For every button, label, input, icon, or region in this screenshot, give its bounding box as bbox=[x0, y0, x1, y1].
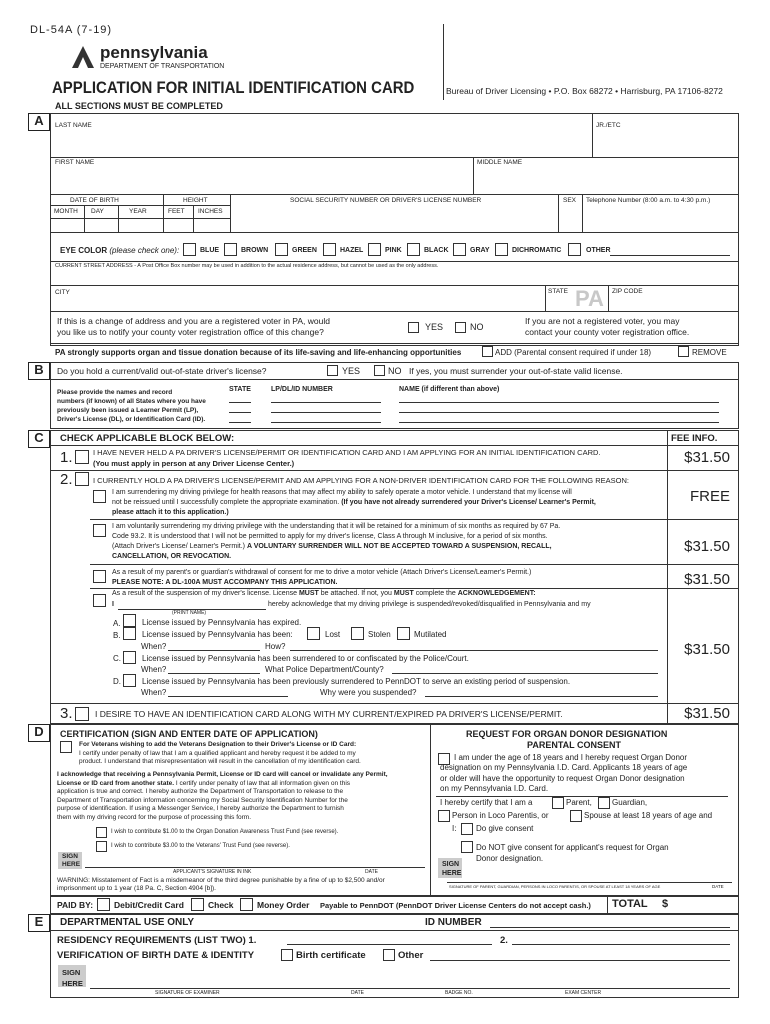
eye-color-label: EYE COLOR (please check one): bbox=[60, 246, 180, 255]
examiner-date-caption: DATE bbox=[351, 990, 364, 996]
badge-caption: BADGE NO. bbox=[445, 990, 473, 996]
sub-c-label: C. bbox=[113, 654, 121, 663]
other-id-input[interactable] bbox=[430, 960, 730, 961]
height-label: HEIGHT bbox=[183, 197, 208, 204]
eye-dichromatic-label: DICHROMATIC bbox=[512, 247, 562, 254]
sub-d-checkbox[interactable] bbox=[123, 674, 136, 687]
eye-gray-label: GRAY bbox=[470, 247, 490, 254]
voter-no-label: NO bbox=[470, 322, 484, 332]
acknowledgement-text: I acknowledge that receiving a Pennsylvania Permit, License or ID card will cancel or invalidate any Permit, License or ID card from another state. I certify under penalty of law that all information given on this application is true and correct. I hereby authorize the Department of Transportation to release to the Department of Transportation information concerning my Social Security Identification Number for the purpose of identification. If using a Messenger Service, I hereby authorize the Department to furnish them with my driving record for the purpose of processing this form. bbox=[57, 771, 388, 821]
what-police-input[interactable] bbox=[392, 673, 658, 674]
dob-label: DATE OF BIRTH bbox=[70, 197, 119, 204]
sub-c-checkbox[interactable] bbox=[123, 651, 136, 664]
parent-checkbox[interactable] bbox=[552, 797, 564, 809]
telephone-label: Telephone Number (8:00 a.m. to 4:30 p.m.) bbox=[586, 197, 711, 204]
zip-input[interactable] bbox=[610, 297, 737, 310]
organ-remove-label: REMOVE bbox=[692, 348, 727, 357]
when-b-label: When? bbox=[141, 642, 167, 651]
eye-green-label: GREEN bbox=[292, 247, 317, 254]
col-name: NAME (if different than above) bbox=[399, 386, 500, 393]
option-2-number: 2. bbox=[60, 471, 73, 488]
col-number: LP/DL/ID NUMBER bbox=[271, 386, 333, 393]
eye-hazel-checkbox[interactable] bbox=[323, 243, 336, 256]
total-input[interactable] bbox=[672, 897, 738, 913]
i-label: I: bbox=[452, 824, 457, 833]
option-1-number: 1. bbox=[60, 449, 73, 466]
certify-label: I hereby certify that I am a bbox=[440, 798, 533, 807]
sign-here-label: SIGN HERE bbox=[62, 853, 81, 868]
parent-signature-input[interactable] bbox=[447, 882, 732, 883]
inches-label: INCHES bbox=[198, 208, 223, 215]
stolen-checkbox[interactable] bbox=[351, 627, 364, 640]
residency-2-input[interactable] bbox=[512, 944, 730, 945]
sub-b-label: B. bbox=[113, 631, 121, 640]
consent-text-cont: designation on my Pennsylvania I.D. Card. Applicants 18 years of age or older will have the opportunity to request Organ Donor designation on my Pennsylvania I.D. Card. bbox=[440, 763, 688, 793]
jr-etc-input[interactable] bbox=[594, 130, 738, 156]
reason-consent-fee: $31.50 bbox=[684, 571, 730, 588]
other-id-label: Other bbox=[398, 950, 424, 961]
print-name-i: I bbox=[112, 601, 114, 608]
examiner-signature-input[interactable] bbox=[90, 988, 730, 989]
other-id-checkbox[interactable] bbox=[383, 949, 395, 961]
middle-name-input[interactable] bbox=[475, 167, 737, 192]
reason-consent-checkbox[interactable] bbox=[93, 570, 106, 583]
why-input[interactable] bbox=[425, 696, 658, 697]
eye-gray-checkbox[interactable] bbox=[453, 243, 466, 256]
organ-donor-title: REQUEST FOR ORGAN DONOR DESIGNATION bbox=[466, 729, 668, 739]
check-label: Check bbox=[208, 900, 234, 910]
section-d-label: D bbox=[28, 724, 50, 742]
organ-support-text: PA strongly supports organ and tissue donation because of its life-saving and life-enhancing opportunities bbox=[55, 348, 462, 357]
reason-consent-text: As a result of my parent's or guardian's withdrawal of consent for me to drive a motor vehicle (Attach Driver's License/Learner's Permit.) PLEASE NOTE: A DL-100A MUST ACCOMPANY THIS APPLICATION. bbox=[112, 569, 532, 586]
option-1-text: I HAVE NEVER HELD A PA DRIVER'S LICENSE/PERMIT OR IDENTIFICATION CARD AND I AM APPLYING FOR AN INITIAL IDENTIFICATION CARD. bbox=[93, 448, 601, 457]
last-name-input[interactable] bbox=[52, 130, 590, 156]
bureau-address: Bureau of Driver Licensing • P.O. Box 68272 • Harrisburg, PA 17106-8272 bbox=[446, 86, 723, 96]
oos-yes-label: YES bbox=[342, 366, 361, 376]
sub-d-text: License issued by Pennsylvania has been previously surrendered to PennDOT to serve an existing period of suspension. bbox=[142, 677, 571, 686]
city-input[interactable] bbox=[52, 297, 542, 310]
why-label: Why were you suspended? bbox=[320, 688, 417, 697]
when-b-input[interactable] bbox=[168, 650, 260, 651]
oos-note: If yes, you must surrender your out-of-state valid license. bbox=[409, 366, 623, 376]
year-label: YEAR bbox=[129, 208, 147, 215]
check-checkbox[interactable] bbox=[191, 898, 204, 911]
eye-black-label: BLACK bbox=[424, 247, 449, 254]
day-label: DAY bbox=[91, 208, 104, 215]
spouse-label: Spouse at least 18 years of age and bbox=[584, 811, 713, 820]
check-applicable-header: CHECK APPLICABLE BLOCK BELOW: bbox=[60, 433, 235, 444]
eye-black-checkbox[interactable] bbox=[407, 243, 420, 256]
section-a-label: A bbox=[28, 113, 50, 131]
month-label: MONTH bbox=[54, 208, 78, 215]
eye-other-checkbox[interactable] bbox=[568, 243, 581, 256]
when-c-input[interactable] bbox=[168, 673, 260, 674]
warning-text: WARNING: Misstatement of Fact is a misdemeanor of the third degree punishable by a fine of up to $2,500 and/or imprisonment up to 1 year (18 Pa. C, Section 4904 [b]). bbox=[57, 877, 385, 892]
agency-name: pennsylvania bbox=[100, 43, 208, 62]
section-b-label: B bbox=[28, 362, 50, 380]
col-state: STATE bbox=[229, 386, 251, 393]
state-label: STATE bbox=[548, 288, 568, 295]
departmental-use-header: DEPARTMENTAL USE ONLY bbox=[60, 917, 195, 928]
eye-blue-checkbox[interactable] bbox=[183, 243, 196, 256]
how-input[interactable] bbox=[290, 650, 658, 651]
loco-parentis-checkbox[interactable] bbox=[438, 810, 450, 822]
reason-suspension-checkbox[interactable] bbox=[93, 594, 106, 607]
eye-dichromatic-checkbox[interactable] bbox=[495, 243, 508, 256]
no-consent-checkbox[interactable] bbox=[461, 841, 473, 853]
veterans-checkbox[interactable] bbox=[60, 741, 72, 753]
id-number-input[interactable] bbox=[490, 927, 730, 928]
voter-yes-label: YES bbox=[425, 322, 444, 332]
contrib-veterans-checkbox[interactable] bbox=[96, 841, 107, 852]
voter-yes-checkbox[interactable] bbox=[408, 322, 419, 333]
what-police-label: What Police Department/County? bbox=[265, 665, 384, 674]
exam-center-caption: EXAM CENTER bbox=[565, 990, 602, 996]
city-label: CITY bbox=[55, 289, 70, 296]
lost-label: Lost bbox=[325, 630, 341, 639]
form-title: APPLICATION FOR INITIAL IDENTIFICATION CARD bbox=[52, 78, 415, 97]
contrib-organ-text: I wish to contribute $1.00 to the Organ Donation Awareness Trust Fund (see reverse). bbox=[111, 829, 339, 835]
guardian-label: Guardian, bbox=[612, 798, 648, 807]
first-name-input[interactable] bbox=[52, 167, 471, 192]
mutilated-label: Mutilated bbox=[414, 630, 447, 639]
eye-blue-label: BLUE bbox=[200, 247, 220, 254]
state-value: PA bbox=[575, 286, 604, 311]
reason-health-fee: FREE bbox=[689, 488, 730, 505]
birth-cert-checkbox[interactable] bbox=[281, 949, 293, 961]
eye-other-label: OTHER bbox=[586, 247, 611, 254]
sub-a-label: A. bbox=[113, 619, 121, 628]
telephone-input[interactable] bbox=[584, 205, 738, 231]
stolen-label: Stolen bbox=[368, 630, 391, 639]
id-number-label: ID NUMBER bbox=[425, 917, 482, 928]
parent-signature-caption: SIGNATURE OF PARENT, GUARDIAN, PERSONS IN LOCO PARENTIS, OR SPOUSE AT LEAST 18 YEARS OF AGE bbox=[449, 884, 661, 889]
ssn-input[interactable] bbox=[232, 205, 556, 231]
zip-label: ZIP CODE bbox=[612, 288, 643, 295]
all-sections-note: ALL SECTIONS MUST BE COMPLETED bbox=[55, 101, 223, 111]
sex-label: SEX bbox=[563, 197, 577, 204]
parent-label: Parent, bbox=[566, 798, 592, 807]
reason-suspension-line2: hereby acknowledge that my driving privilege is suspended/revoked/disqualified in Pennsylvania and my bbox=[268, 601, 591, 608]
residency-label: RESIDENCY REQUIREMENTS (LIST TWO) 1. bbox=[57, 935, 257, 946]
jr-etc-label: JR./ETC bbox=[596, 122, 621, 129]
reason-health-checkbox[interactable] bbox=[93, 490, 106, 503]
parent-sign-here-label: SIGN HERE bbox=[442, 861, 462, 877]
eye-pink-label: PINK bbox=[385, 247, 402, 254]
when-d-label: When? bbox=[141, 688, 167, 697]
contrib-organ-checkbox[interactable] bbox=[96, 827, 107, 838]
organ-add-label: ADD (Parental consent required if under 18) bbox=[495, 348, 652, 357]
oos-no-checkbox[interactable] bbox=[374, 365, 385, 376]
fee-info-header: FEE INFO. bbox=[671, 433, 718, 444]
debit-credit-checkbox[interactable] bbox=[97, 898, 110, 911]
residency-2-label: 2. bbox=[500, 935, 508, 946]
birth-cert-label: Birth certificate bbox=[296, 950, 366, 961]
examiner-sign-here-label: SIGN HERE bbox=[62, 968, 83, 988]
reason-suspension-fee: $31.50 bbox=[684, 641, 730, 658]
street-address-input[interactable] bbox=[52, 271, 737, 283]
sub-a-checkbox[interactable] bbox=[123, 614, 136, 627]
eye-pink-checkbox[interactable] bbox=[368, 243, 381, 256]
eye-brown-checkbox[interactable] bbox=[224, 243, 237, 256]
when-d-input[interactable] bbox=[168, 696, 288, 697]
option-1-checkbox[interactable] bbox=[75, 450, 89, 464]
spouse-checkbox[interactable] bbox=[570, 810, 582, 822]
organ-remove-checkbox[interactable] bbox=[678, 346, 689, 357]
form-id: DL-54A (7-19) bbox=[30, 24, 113, 36]
agency-sub: DEPARTMENT OF TRANSPORTATION bbox=[100, 63, 225, 70]
give-consent-checkbox[interactable] bbox=[461, 823, 473, 835]
eye-hazel-label: HAZEL bbox=[340, 247, 364, 254]
when-c-label: When? bbox=[141, 665, 167, 674]
residency-1-input[interactable] bbox=[287, 944, 492, 945]
section-e-label: E bbox=[28, 914, 50, 932]
print-name-caption: (PRINT NAME) bbox=[172, 610, 207, 616]
reason-voluntary-text: I am voluntarily surrendering my driving privilege with the understanding that it will be retained for a minimum of six months as required by 67 Pa. Code 93.2. It is understood that I will not be permitted to apply for my driver's license, Class A through M inclusive, for a period of six months. (Attach Driver's License/ Learner's Permit.) A VOLUNTARY SURRENDER WILL NOT BE ACCEPTED TOWARD A SUSPENSION, RECALL, CANCELLATION, OR REVOCATION. bbox=[112, 523, 561, 560]
option-1-note: (You must apply in person at any Driver License Center.) bbox=[93, 459, 295, 468]
guardian-checkbox[interactable] bbox=[598, 797, 610, 809]
reason-suspension-line1: As a result of the suspension of my driver's license. License MUST be attached. If not, you MUST complete the ACKNOWLEDGEMENT: bbox=[112, 590, 536, 597]
option-3-number: 3. bbox=[60, 705, 73, 722]
eye-brown-label: BROWN bbox=[241, 247, 269, 254]
ssn-label: SOCIAL SECURITY NUMBER OR DRIVER'S LICENSE NUMBER bbox=[290, 197, 482, 204]
keystone-logo-icon bbox=[70, 44, 96, 70]
middle-name-label: MIDDLE NAME bbox=[477, 159, 523, 166]
parent-date-caption: DATE bbox=[712, 884, 724, 889]
feet-label: FEET bbox=[168, 208, 185, 215]
mutilated-checkbox[interactable] bbox=[397, 627, 410, 640]
money-order-checkbox[interactable] bbox=[240, 898, 253, 911]
out-of-state-question: Do you hold a current/valid out-of-state driver's license? bbox=[57, 366, 267, 376]
examiner-caption: SIGNATURE OF EXAMINER bbox=[155, 990, 220, 996]
reason-voluntary-checkbox[interactable] bbox=[93, 524, 106, 537]
street-address-label: CURRENT STREET ADDRESS - A Post Office Box number may be used in addition to the actual residence address, but cannot be used as the only address. bbox=[55, 263, 439, 269]
option-2-checkbox[interactable] bbox=[75, 472, 89, 486]
contrib-veterans-text: I wish to contribute $3.00 to the Veterans' Trust Fund (see reverse). bbox=[111, 843, 290, 849]
option-1-fee: $31.50 bbox=[684, 449, 730, 466]
money-order-label: Money Order bbox=[257, 900, 310, 910]
sub-b-checkbox[interactable] bbox=[123, 627, 136, 640]
parental-consent-title: PARENTAL CONSENT bbox=[527, 740, 622, 750]
eye-other-input[interactable] bbox=[610, 255, 730, 256]
option-2-text: I CURRENTLY HOLD A PA DRIVER'S LICENSE/PERMIT AND AM APPLYING FOR A NON-DRIVER IDENTIFICATION CARD FOR THE FOLLOWING REASON: bbox=[93, 476, 629, 485]
certification-header: CERTIFICATION (SIGN AND ENTER DATE OF APPLICATION) bbox=[60, 729, 318, 739]
sub-d-label: D. bbox=[113, 677, 121, 686]
no-consent-text: Do NOT give consent for applicant's request for Organ Donor designation. bbox=[476, 843, 669, 863]
section-c-label: C bbox=[28, 430, 50, 448]
voter-note: If you are not a registered voter, you may contact your county voter registration office. bbox=[525, 316, 690, 337]
oos-no-label: NO bbox=[388, 366, 402, 376]
voter-question: If this is a change of address and you are a registered voter in PA, would you like us to notify your county voter registration office of this change? bbox=[57, 316, 330, 337]
payable-note: Payable to PennDOT (PennDOT Driver License Centers do not accept cash.) bbox=[320, 901, 591, 910]
give-consent-label: Do give consent bbox=[476, 824, 534, 833]
debit-credit-label: Debit/Credit Card bbox=[114, 900, 184, 910]
consent-text: I am under the age of 18 years and I hereby request Organ Donor bbox=[454, 753, 688, 762]
last-name-label: LAST NAME bbox=[55, 122, 92, 129]
loco-parentis-label: Person in Loco Parentis, or bbox=[452, 811, 549, 820]
lost-checkbox[interactable] bbox=[307, 627, 320, 640]
provide-instructions: Please provide the names and record numbers (if known) of all States where you have previously been issued a Learner Permit (LP), Driver's License (DL), or Identification Card (ID). bbox=[57, 389, 206, 423]
applicant-signature-input[interactable] bbox=[85, 867, 425, 868]
reason-health-text: I am surrendering my driving privilege for health reasons that may affect my ability to safely operate a motor vehicle. I understand that my license will not be reissued until I successfully complete the appropriate examination. (If you have not already surrendered your Driver's License/ Learner's Permit, please attach it to this application.) bbox=[112, 489, 596, 516]
organ-add-checkbox[interactable] bbox=[482, 346, 493, 357]
sub-c-text: License issued by Pennsylvania has been surrendered to or confiscated by the Police/Court. bbox=[142, 654, 469, 663]
total-dollar: $ bbox=[662, 898, 669, 910]
option-3-text: I DESIRE TO HAVE AN IDENTIFICATION CARD ALONG WITH MY CURRENT/EXPIRED PA DRIVER'S LICENSE/PERMIT. bbox=[95, 709, 563, 719]
reason-voluntary-fee: $31.50 bbox=[684, 538, 730, 555]
oos-yes-checkbox[interactable] bbox=[327, 365, 338, 376]
total-label: TOTAL bbox=[612, 898, 648, 910]
paid-by-label: PAID BY: bbox=[57, 900, 94, 910]
sub-a-text: License issued by Pennsylvania has expired. bbox=[142, 618, 302, 627]
birth-verification-label: VERIFICATION OF BIRTH DATE & IDENTITY bbox=[57, 950, 255, 961]
eye-green-checkbox[interactable] bbox=[275, 243, 288, 256]
first-name-label: FIRST NAME bbox=[55, 159, 95, 166]
sub-b-text: License issued by Pennsylvania has been: bbox=[142, 630, 293, 639]
option-3-fee: $31.50 bbox=[684, 705, 730, 722]
how-label: How? bbox=[265, 642, 286, 651]
applicant-date-caption: DATE bbox=[365, 869, 378, 875]
veterans-text: For Veterans wishing to add the Veterans Designation to their Driver's License or ID Card: I certify under penalty of law that I am a qualified applicant and hereby request it be added to my product. I understand that misrepresentation will result in the cancellation of my identification card. bbox=[79, 741, 361, 765]
option-3-checkbox[interactable] bbox=[75, 707, 89, 721]
applicant-signature-caption: APPLICANT'S SIGNATURE IN INK bbox=[173, 869, 252, 875]
voter-no-checkbox[interactable] bbox=[455, 322, 466, 333]
